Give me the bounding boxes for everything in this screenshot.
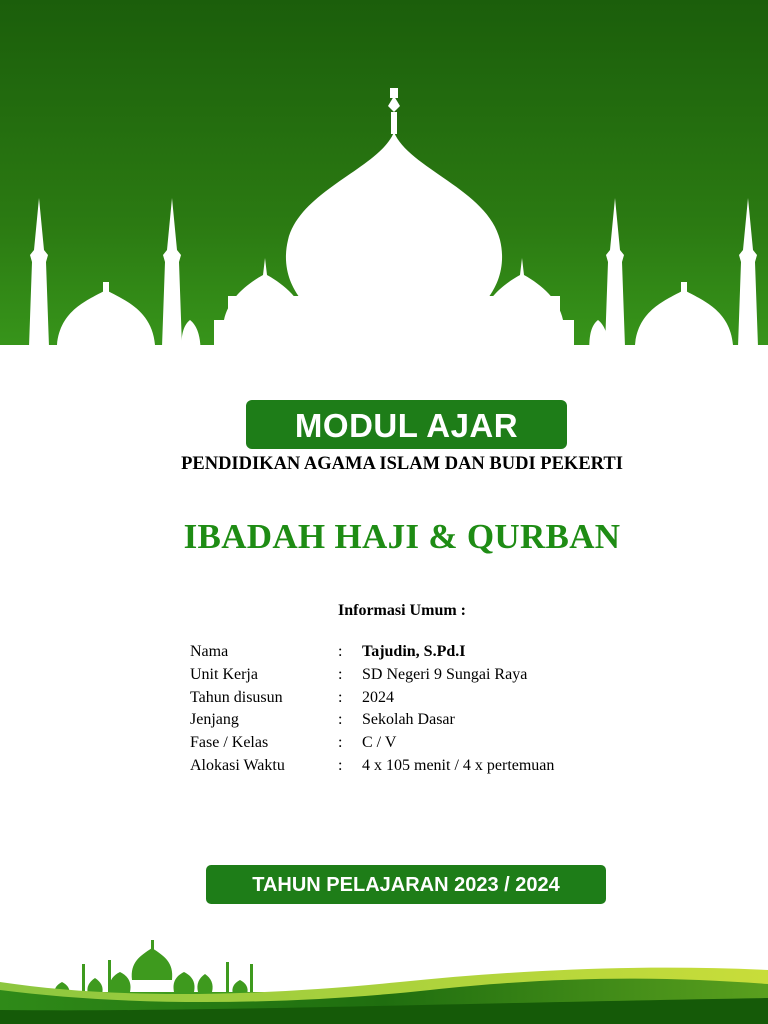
info-value: Tajudin, S.Pd.I (362, 643, 466, 660)
info-separator: : (338, 711, 343, 729)
mosque-silhouette-banner (0, 0, 768, 400)
mosque-landscape-icon (0, 940, 768, 1024)
info-label: Fase / Kelas (190, 734, 269, 752)
subject-title: PENDIDIKAN AGAMA ISLAM DAN BUDI PEKERTI (181, 454, 623, 474)
info-value: Sekolah Dasar (362, 711, 455, 729)
info-heading: Informasi Umum : (338, 602, 466, 619)
mosque-landscape-footer (0, 920, 768, 1024)
info-separator: : (338, 688, 343, 706)
info-value: C / V (362, 734, 397, 752)
info-label: Tahun disusun (190, 688, 283, 706)
info-label: Nama (190, 643, 229, 660)
info-label: Alokasi Waktu (190, 756, 285, 774)
module-title-badge: MODUL AJAR (246, 400, 567, 449)
info-label: Unit Kerja (190, 665, 258, 683)
academic-year-badge: TAHUN PELAJARAN 2023 / 2024 (206, 865, 606, 904)
info-separator: : (338, 665, 343, 683)
info-separator: : (338, 756, 343, 774)
info-value: SD Negeri 9 Sungai Raya (362, 665, 528, 683)
info-value: 4 x 105 menit / 4 x pertemuan (362, 756, 555, 774)
topic-title: IBADAH HAJI & QURBAN (183, 517, 621, 556)
info-separator: : (338, 734, 343, 752)
info-separator: : (338, 643, 343, 660)
info-value: 2024 (362, 688, 394, 706)
info-label: Jenjang (190, 711, 239, 729)
